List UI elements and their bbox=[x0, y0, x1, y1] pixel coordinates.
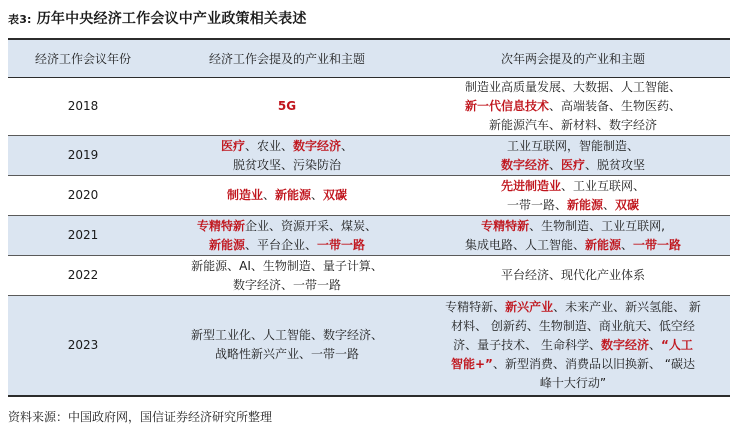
cell-sessions bbox=[416, 216, 730, 256]
highlighted-term: 数字经济 bbox=[293, 138, 342, 153]
cell-sessions bbox=[416, 136, 730, 176]
cell-year: 2018 bbox=[8, 78, 158, 136]
cell-text: 、农业、 bbox=[244, 138, 293, 153]
highlighted-term: 专精特新 bbox=[481, 218, 530, 233]
cell-line bbox=[164, 186, 410, 205]
cell-line bbox=[430, 137, 716, 156]
cell-sessions bbox=[416, 78, 730, 136]
cell-text: 平台经济、现代化产业体系 bbox=[500, 268, 645, 282]
highlighted-term: 一带一路 bbox=[317, 237, 366, 252]
cell-economic bbox=[158, 256, 416, 296]
cell-text: 新型工业化、人工智能、数字经济、 bbox=[190, 328, 383, 343]
caption-prefix: 表3: bbox=[8, 13, 32, 26]
highlighted-term: 智能+” bbox=[451, 356, 493, 371]
cell-line bbox=[430, 266, 716, 285]
cell-text: 新能源、AI、生物制造、量子计算、 bbox=[191, 258, 383, 273]
cell-line bbox=[430, 355, 716, 374]
header-economic-topics: 经济工作会提及的产业和主题 bbox=[158, 39, 416, 78]
table-row bbox=[8, 256, 730, 296]
cell-line bbox=[164, 137, 410, 156]
cell-text: 工业互联网，智能制造、 bbox=[506, 138, 639, 153]
cell-text: 、脱贫攻坚 bbox=[585, 157, 646, 172]
cell-text: 、未来产业、新兴氢能、 新 bbox=[553, 299, 701, 314]
header-year: 经济工作会议年份 bbox=[8, 39, 158, 78]
cell-line bbox=[430, 298, 716, 317]
cell-sessions bbox=[416, 296, 730, 396]
cell-text: 新能源汽车、新材料、数字经济 bbox=[488, 118, 657, 132]
highlighted-term: 新能源 bbox=[566, 197, 603, 212]
cell-line bbox=[430, 336, 716, 355]
cell-text: 、 bbox=[603, 197, 616, 212]
table-header-row bbox=[8, 39, 730, 78]
cell-text: 、 bbox=[262, 188, 275, 202]
cell-line bbox=[164, 97, 410, 116]
table-row bbox=[8, 296, 730, 396]
cell-line bbox=[430, 217, 716, 236]
cell-year: 2023 bbox=[8, 296, 158, 396]
highlighted-term: 新一代信息技术 bbox=[464, 99, 549, 113]
cell-line bbox=[164, 345, 410, 364]
highlighted-term: 先进制造业 bbox=[500, 178, 561, 193]
table-row bbox=[8, 176, 730, 216]
highlighted-term: 制造业 bbox=[226, 188, 263, 202]
highlighted-term: 医疗 bbox=[220, 138, 245, 153]
cell-text: 企业、资源开采、煤炭、 bbox=[245, 218, 378, 233]
cell-line bbox=[164, 326, 410, 345]
cell-line bbox=[430, 156, 716, 175]
header-sessions-topics: 次年两会提及的产业和主题 bbox=[416, 39, 730, 78]
source-note: 资料来源：中国政府网，国信证券经济研究所整理 bbox=[8, 410, 273, 424]
table-row bbox=[8, 216, 730, 256]
cell-text: 一带一路、 bbox=[506, 197, 567, 212]
highlighted-term: 5G bbox=[277, 99, 297, 113]
cell-line bbox=[164, 236, 410, 255]
cell-sessions bbox=[416, 256, 730, 296]
policy-table bbox=[8, 38, 730, 397]
cell-text: 、工业互联网、 bbox=[561, 178, 646, 193]
cell-text: 、生物制造、工业互联网, bbox=[529, 218, 665, 233]
cell-text: 战略性新兴产业、一带一路 bbox=[214, 347, 359, 362]
cell-text: 、新型消费、消费品以旧换新、 “碳达 bbox=[492, 356, 695, 371]
highlighted-term: 新兴产业 bbox=[505, 299, 554, 314]
highlighted-term: 数字经济 bbox=[500, 157, 549, 172]
highlighted-term: 专精特新 bbox=[196, 218, 245, 233]
cell-text: 、 bbox=[621, 237, 634, 252]
cell-sessions bbox=[416, 176, 730, 216]
cell-line bbox=[430, 374, 716, 393]
cell-text: 制造业高质量发展、大数据、人工智能、 bbox=[464, 80, 681, 94]
cell-line bbox=[430, 196, 716, 215]
cell-economic bbox=[158, 296, 416, 396]
highlighted-term: 新能源 bbox=[208, 237, 245, 252]
highlighted-term: 新能源 bbox=[584, 237, 621, 252]
highlighted-term: 一带一路 bbox=[633, 237, 682, 252]
cell-line bbox=[164, 276, 410, 295]
cell-line bbox=[164, 257, 410, 276]
cell-line bbox=[164, 217, 410, 236]
cell-year: 2022 bbox=[8, 256, 158, 296]
cell-line bbox=[430, 236, 716, 255]
cell-text: 、高端装备、生物医药、 bbox=[549, 99, 682, 113]
highlighted-term: 医疗 bbox=[561, 157, 586, 172]
table-caption bbox=[8, 8, 307, 28]
cell-year: 2021 bbox=[8, 216, 158, 256]
cell-line bbox=[430, 177, 716, 196]
cell-text: 济、量子技术、 生命科学、 bbox=[453, 337, 601, 352]
table-row bbox=[8, 78, 730, 136]
highlighted-term: 双碳 bbox=[615, 197, 640, 212]
cell-economic bbox=[158, 176, 416, 216]
cell-line bbox=[430, 78, 716, 97]
cell-text: 专精特新、 bbox=[445, 299, 506, 314]
cell-text: 材料、 创新药、生物制造、商业航天、低空经 bbox=[451, 318, 695, 333]
cell-text: 、平台企业、 bbox=[244, 237, 317, 252]
cell-text: 、 bbox=[341, 138, 354, 153]
cell-year: 2019 bbox=[8, 136, 158, 176]
cell-text: 、 bbox=[311, 188, 324, 202]
cell-economic bbox=[158, 78, 416, 136]
cell-economic bbox=[158, 216, 416, 256]
caption-title: 历年中央经济工作会议中产业政策相关表述 bbox=[36, 11, 307, 27]
cell-line bbox=[430, 116, 716, 135]
cell-text: 、 bbox=[548, 157, 561, 172]
cell-year: 2020 bbox=[8, 176, 158, 216]
cell-text: 、 bbox=[648, 337, 661, 352]
cell-line bbox=[164, 156, 410, 175]
highlighted-term: 新能源 bbox=[274, 188, 311, 202]
cell-line bbox=[430, 97, 716, 116]
table-row bbox=[8, 136, 730, 176]
cell-text: 峰十大行动” bbox=[539, 375, 607, 390]
cell-line bbox=[430, 317, 716, 336]
cell-text: 集成电路、人工智能、 bbox=[464, 237, 585, 252]
highlighted-term: 双碳 bbox=[323, 188, 348, 202]
highlighted-term: “人工 bbox=[660, 337, 693, 352]
cell-economic bbox=[158, 136, 416, 176]
highlighted-term: 数字经济 bbox=[600, 337, 649, 352]
cell-text: 数字经济、一带一路 bbox=[232, 277, 341, 292]
cell-text: 脱贫攻坚、污染防治 bbox=[232, 157, 341, 172]
